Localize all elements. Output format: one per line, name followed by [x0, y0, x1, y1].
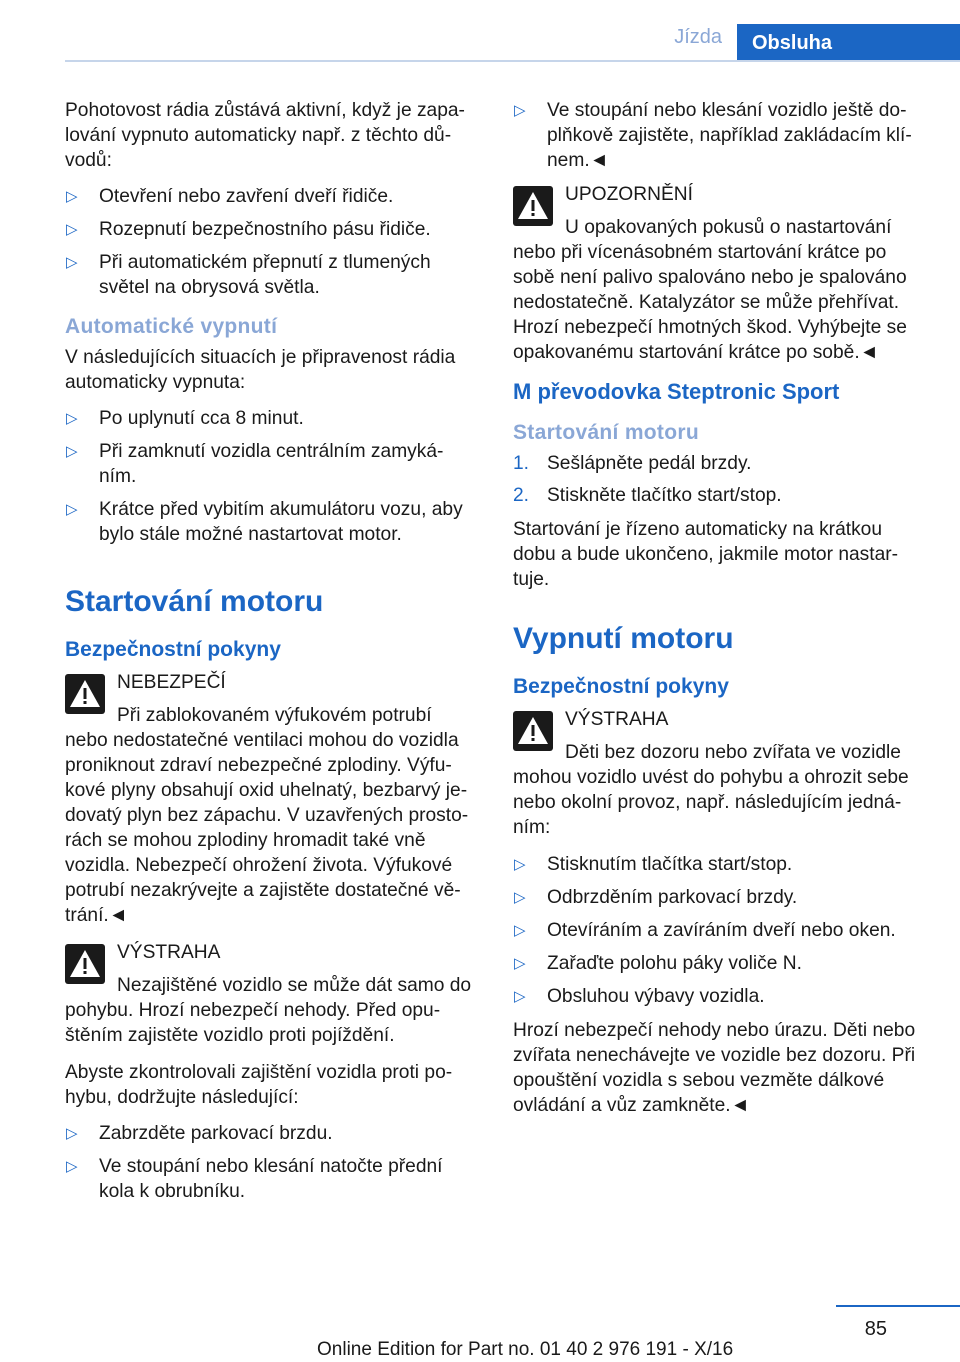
list-item: ▷ Při automatickém přepnutí z tlumených světel na obrysová světla.	[66, 252, 431, 298]
warning-triangle-icon	[513, 186, 553, 226]
auto-off-heading: Automatické vypnutí	[65, 315, 278, 338]
bullet-triangle-icon: ▷	[66, 410, 78, 427]
list-item: ▷ Rozepnutí bezpečnostního pásu řidiče.	[66, 219, 431, 240]
caution-text: U opakovaných pokusů o nastartování nebo při vícenásobném startování krátce po sobě není palivo spalováno nebo je spalováno nedostatečně. Katalyzátor se může přehřívat. Hrozí nebezpečí hmotných škod. Vyhýbejte se opakovanému startování krátce po sobě.◄	[513, 217, 907, 363]
list-item: ▷ Krátce před vybitím akumulátoru vozu, aby bylo stále možné nastartovat motor.	[66, 499, 463, 545]
list-item: ▷ Zařaďte polohu páky voliče N.	[514, 953, 802, 974]
list-item: ▷ Zabrzděte parkovací brzdu.	[66, 1123, 333, 1144]
off-list	[513, 852, 926, 1009]
bullet-triangle-icon: ▷	[66, 254, 78, 271]
auto-off-text: V následujících situacích je připravenost rádia automaticky vypnuta:	[65, 347, 456, 393]
danger-label: NEBEZPEČÍ	[117, 672, 226, 693]
list-item: ▷ Obsluhou výbavy vozidla.	[514, 986, 765, 1007]
warning-label: VÝSTRAHA	[117, 942, 221, 963]
tab-obsluha[interactable]: Obsluha	[737, 24, 960, 62]
warning-notice	[65, 940, 478, 1048]
warning-label: VÝSTRAHA	[565, 709, 669, 730]
list-item: ▷ Stisknutím tlačítka start/stop.	[514, 854, 793, 875]
list-item: ▷ Při zamknutí vozidla centrálním zamyká-ním.	[66, 441, 444, 487]
bullet-triangle-icon: ▷	[66, 1158, 78, 1175]
list-item: ▷ Odbrzděním parkovací brzdy.	[514, 887, 798, 908]
m-start-text: Startování je řízeno automaticky na krátkou dobu a bude ukončeno, jakmile motor nastar-tuje.	[513, 519, 899, 590]
secure-list	[65, 1121, 478, 1204]
list-item: ▷ Po uplynutí cca 8 minut.	[66, 408, 304, 429]
list-item: ▷ Ve stoupání nebo klesání natočte přední kola k obrubníku.	[66, 1156, 443, 1202]
bullet-triangle-icon: ▷	[514, 955, 526, 972]
bullet-triangle-icon: ▷	[66, 188, 78, 205]
bullet-triangle-icon: ▷	[66, 221, 78, 238]
page-footer	[0, 1300, 960, 1362]
warning-triangle-icon	[513, 711, 553, 751]
warning-text: Nezajištěné vozidlo se může dát samo do pohybu. Hrozí nebezpečí nehody. Před opu-štěním zajistěte vozidlo proti pojíždění.	[65, 975, 472, 1046]
bullet-triangle-icon: ▷	[66, 443, 78, 460]
page-header	[0, 0, 960, 62]
bullet-triangle-icon: ▷	[66, 1125, 78, 1142]
m-gearbox-heading: M převodovka Steptronic Sport	[513, 379, 840, 404]
list-item: ▷ Otevíráním a zavíráním dveří nebo oken.	[514, 920, 896, 941]
warning-notice	[513, 707, 926, 840]
m-steps-list	[513, 451, 926, 508]
caution-notice	[513, 182, 926, 365]
intro-text: Pohotovost rádia zůstává aktivní, když je zapa-lování vypnuto automaticky např. z těchto dů-vodů:	[65, 100, 465, 171]
tab-jizda[interactable]: Jízda	[674, 26, 722, 48]
start-engine-heading: Startování motoru	[65, 585, 324, 618]
secure-text: Abyste zkontrolovali zajištění vozidla proti po-hybu, dodržujte následující:	[65, 1062, 453, 1108]
list-item: ▷ Otevření nebo zavření dveří řidiče.	[66, 186, 394, 207]
bullet-triangle-icon: ▷	[514, 988, 526, 1005]
step-number: 2.	[513, 485, 530, 506]
list-item: ▷ Ve stoupání nebo klesání vozidlo ještě do-plňkově zajistěte, například zakládacím klí-nem.◄	[514, 100, 912, 171]
footer-rule	[836, 1305, 960, 1307]
continued-list	[513, 98, 926, 173]
warning-triangle-icon	[65, 674, 105, 714]
bullet-triangle-icon: ▷	[514, 102, 526, 119]
danger-text: Při zablokovaném výfukovém potrubí nebo nedostatečné ventilaci mohou do vozidla proniknout zdraví nebezpečné zplodiny. Výfu-kové plyny obsahují oxid uhelnatý, bezbarvý je-dovatý plyn bez zápachu. V uzavřených prosto-rách se mohou zplodiny hromadit také vně vozidla. Nebezpečí ohrožení života. Výfukové potrubí nezakrývejte a zajistěte dostatečné vě-trání.◄	[65, 705, 469, 926]
bullet-triangle-icon: ▷	[514, 889, 526, 906]
bullet-triangle-icon: ▷	[66, 501, 78, 518]
safety-heading: Bezpečnostní pokyny	[513, 675, 729, 698]
m-start-heading: Startování motoru	[513, 421, 699, 444]
step-number: 1.	[513, 453, 530, 474]
right-column	[513, 98, 926, 1129]
page-number: 85	[864, 1318, 887, 1340]
danger-notice	[65, 670, 478, 928]
warning-triangle-icon	[65, 944, 105, 984]
off-text: Hrozí nebezpečí nehody nebo úrazu. Děti nebo zvířata nenechávejte ve vozidle bez dozoru. Při opouštění vozidla s sebou vezměte dálkové ovládání a vůz zamkněte.◄	[513, 1020, 916, 1116]
auto-off-list	[65, 406, 478, 547]
header-rule	[65, 60, 960, 62]
bullet-triangle-icon: ▷	[514, 922, 526, 939]
intro-list	[65, 184, 478, 300]
stop-engine-heading: Vypnutí motoru	[513, 622, 734, 655]
left-column	[65, 98, 478, 1213]
warning-text: Děti bez dozoru nebo zvířata ve vozidle mohou vozidlo uvést do pohybu a ohrozit sebe nebo okolní provoz, např. následujícím jedná-ním:	[513, 742, 909, 838]
list-item: 1. Sešlápněte pedál brzdy.	[513, 453, 752, 474]
list-item: 2. Stiskněte tlačítko start/stop.	[513, 485, 782, 506]
bullet-triangle-icon: ▷	[514, 856, 526, 873]
edition-note: Online Edition for Part no. 01 40 2 976 191 - X/16	[317, 1339, 734, 1360]
safety-heading: Bezpečnostní pokyny	[65, 638, 281, 661]
caution-label: UPOZORNĚNÍ	[565, 184, 693, 205]
